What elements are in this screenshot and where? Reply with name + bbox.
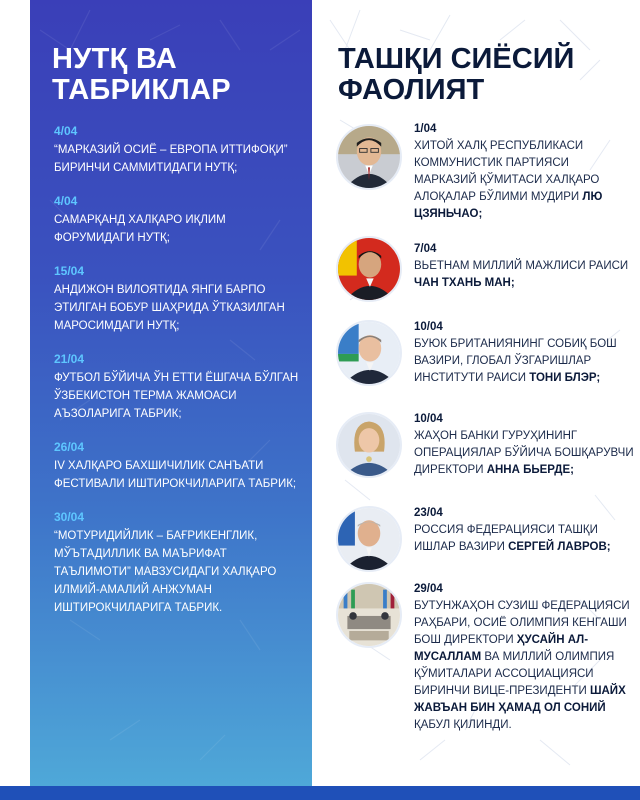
item-date: 21/04 xyxy=(54,352,85,366)
item-text: IV ХАЛҚАРО БАХШИЧИЛИК САНЪАТИ ФЕСТИВАЛИ ИШТИРОКЧИЛАРИГА ТАБРИК; xyxy=(54,460,297,490)
item-text-end: ҚАБУЛ ҚИЛИНДИ. xyxy=(414,719,512,731)
right-title-line2: ФАОЛИЯТ xyxy=(338,74,485,106)
avatar xyxy=(336,320,402,386)
left-section-title xyxy=(52,44,302,106)
avatar xyxy=(336,236,402,302)
item-text xyxy=(414,336,634,387)
person-name: АННА БЬЕРДЕ; xyxy=(486,464,574,476)
item-text-main: БУТУНЖАҲОН СУЗИШ ФЕДЕРАЦИЯСИ РАҲБАРИ, ОСИЁ ОЛИМПИЯ КЕНГАШИ БОШ ДИРЕКТОРИ xyxy=(414,600,630,646)
person-portrait-icon xyxy=(338,126,400,188)
item-text-main: РОССИЯ ФЕДЕРАЦИЯСИ ТАШҚИ ИШЛАР ВАЗИРИ xyxy=(414,524,598,553)
list-item xyxy=(54,264,304,335)
item-date: 30/04 xyxy=(54,510,85,524)
meeting-photo-icon xyxy=(338,584,400,646)
item-body xyxy=(414,412,634,479)
list-item xyxy=(54,352,304,423)
person-name: ҲУСАЙН АЛ-МУСАЛЛАМ xyxy=(414,634,589,663)
item-date: 1/04 xyxy=(414,123,437,135)
avatar xyxy=(336,124,402,190)
item-date: 10/04 xyxy=(414,413,443,425)
item-date: 26/04 xyxy=(54,440,85,454)
list-item xyxy=(54,124,304,177)
item-text-middle: ВА МИЛЛИЙ ОЛИМПИЯ ҚЎМИТАЛАРИ АССОЦИАЦИЯСИ БИРИНЧИ ВИЦЕ-ПРЕЗИДЕНТИ xyxy=(414,651,615,697)
item-text: АНДИЖОН ВИЛОЯТИДА ЯНГИ БАРПО ЭТИЛГАН БОБУР ШАҲРИДА ЎТКАЗИЛГАН МАРОСИМДАГИ НУТҚ; xyxy=(54,284,285,332)
bottom-bar xyxy=(0,786,640,800)
right-section-title xyxy=(338,44,628,106)
item-body xyxy=(414,122,634,223)
left-title-line2: ТАБРИКЛАР xyxy=(52,74,231,106)
item-text xyxy=(414,598,634,734)
speeches-list xyxy=(54,124,304,634)
person-portrait-icon xyxy=(338,238,400,300)
item-body xyxy=(414,320,634,387)
item-date: 7/04 xyxy=(414,243,437,255)
person-name: ЛЮ ЦЗЯНЬЧАО; xyxy=(414,191,603,220)
item-date: 23/04 xyxy=(414,507,443,519)
item-date: 4/04 xyxy=(54,194,78,208)
item-date: 10/04 xyxy=(414,321,443,333)
person-portrait-icon xyxy=(338,414,400,476)
list-item xyxy=(54,440,304,493)
person-portrait-icon xyxy=(338,322,400,384)
list-item xyxy=(54,510,304,617)
person-name-second: ШАЙХ ЖАВЪАН БИН ҲАМАД ОЛ СОНИЙ xyxy=(414,685,626,714)
person-name: СЕРГЕЙ ЛАВРОВ; xyxy=(508,541,611,553)
item-date: 4/04 xyxy=(54,124,78,138)
item-text xyxy=(414,522,634,556)
item-text-main: БУЮК БРИТАНИЯНИНГ СОБИҚ БОШ ВАЗИРИ, ГЛОБАЛ ЎЗГАРИШЛАР ИНСТИТУТИ РАИСИ xyxy=(414,338,617,384)
person-name: ЧАН ТХАНЬ МАН; xyxy=(414,277,515,289)
item-text: “МАРКАЗИЙ ОСИЁ – ЕВРОПА ИТТИФОҚИ” БИРИНЧИ САММИТИДАГИ НУТҚ; xyxy=(54,144,288,174)
item-date: 29/04 xyxy=(414,583,443,595)
person-portrait-icon xyxy=(338,508,400,570)
item-body xyxy=(414,582,634,734)
list-item xyxy=(54,194,304,247)
item-text xyxy=(414,258,634,292)
avatar xyxy=(336,506,402,572)
item-body xyxy=(414,242,634,292)
avatar xyxy=(336,582,402,648)
item-text xyxy=(414,428,634,479)
item-text-main: ЖАҲОН БАНКИ ГУРУҲИНИНГ ОПЕРАЦИЯЛАР БЎЙИЧА БОШҚАРУВЧИ ДИРЕКТОРИ xyxy=(414,430,634,476)
item-text: “МОТУРИДИЙЛИК – БАҒРИКЕНГЛИК, МЎЪТАДИЛЛИК ВА МАЪРИФАТ ТАЪЛИМОТИ” МАВЗУСИДАГИ ХАЛҚАРО ИЛМИЙ-АМАЛИЙ АНЖУМАН ИШТИРОКЧИЛАРИГА ТАБРИК. xyxy=(54,530,277,614)
item-text xyxy=(414,138,634,223)
item-body xyxy=(414,506,634,556)
item-text: ФУТБОЛ БЎЙИЧА ЎН ЕТТИ ЁШГАЧА БЎЛГАН ЎЗБЕКИСТОН ТЕРМА ЖАМОАСИ АЪЗОЛАРИГА ТАБРИК; xyxy=(54,372,299,420)
item-date: 15/04 xyxy=(54,264,85,278)
item-text-main: ХИТОЙ ХАЛҚ РЕСПУБЛИКАСИ КОММУНИСТИК ПАРТИЯСИ МАРКАЗИЙ ҚЎМИТАСИ ХАЛҚАРО АЛОҚАЛАР БЎЛИМИ МУДИРИ xyxy=(414,140,600,203)
right-title-line1: ТАШҚИ СИЁСИЙ xyxy=(338,43,575,75)
person-name: ТОНИ БЛЭР; xyxy=(529,372,601,384)
item-text: САМАРҚАНД ХАЛҚАРО ИҚЛИМ ФОРУМИДАГИ НУТҚ; xyxy=(54,214,226,244)
avatar xyxy=(336,412,402,478)
left-title-line1: НУТҚ ВА xyxy=(52,43,177,75)
left-panel xyxy=(30,0,312,786)
item-text-main: ВЬЕТНАМ МИЛЛИЙ МАЖЛИСИ РАИСИ xyxy=(414,260,629,272)
